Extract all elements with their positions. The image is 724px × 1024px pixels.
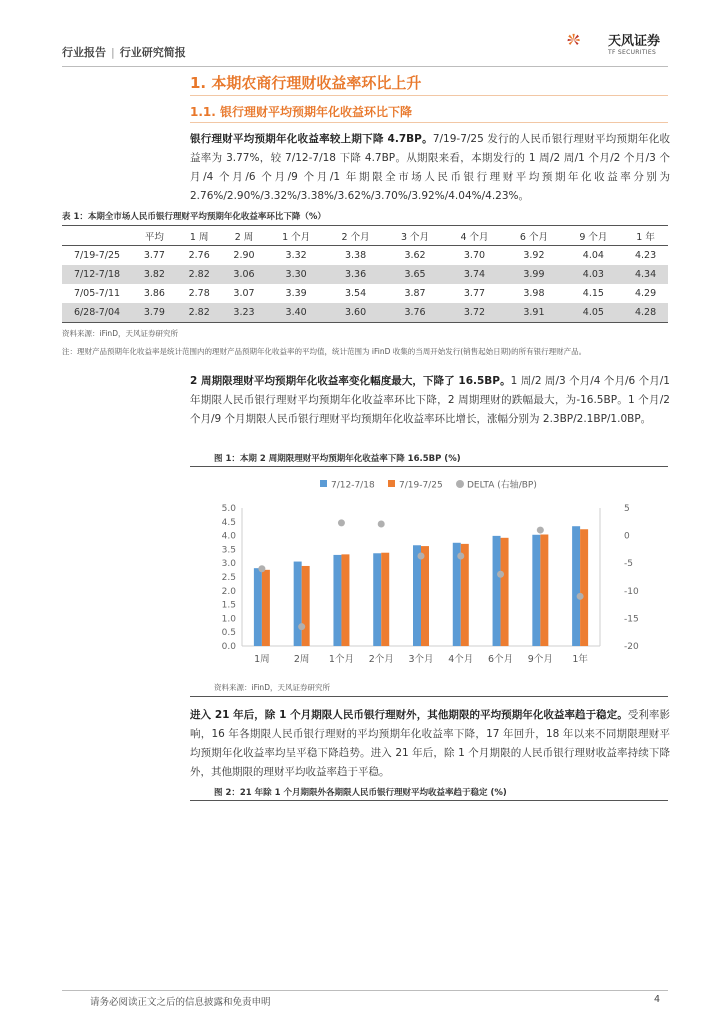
table-header-cell: 1 周	[177, 226, 222, 246]
paragraph-1-body: 7/19-7/25 发行的人民币银行理财平均预期年化收益率为 3.77%，较 7/12-7/18 下降 4.7BP。从期限来看，本期发行的 1 周/2 周/1 个月/2 个月/3 个月/4 个月/6 个月/9 个月/1 年期限全市场人民币银行理财平均预期年化收益率分别为 2.76%/2.90%/3.32%/3.38%/3.62%/3.70%/3.92%/4.04%/4.23%。	[190, 133, 670, 202]
table-cell: 4.15	[582, 288, 604, 299]
paragraph-3-body: 受利率影响，16 年各期限人民币银行理财的平均预期年化收益率下降，17 年回升，18 年以来不同期限理财平均预期年化收益率均呈平稳下降趋势。进入 21 年后，除 1 个月期限的人民币银行理财收益率持续下降外，其他期限的理财平均收益率趋于平稳。	[190, 709, 670, 778]
table-cell: 2.82	[177, 303, 222, 323]
report-subtype: 行业研究简报	[119, 46, 186, 59]
bar-7/12-7/18	[373, 553, 381, 646]
table-header-cell: 4 个月	[445, 226, 504, 246]
bar-7/19-7/25	[540, 534, 548, 646]
legend-label: 7/19-7/25	[399, 480, 443, 491]
y-tick-label-left: 2.5	[221, 573, 236, 583]
table-cell: 6/28-7/04	[62, 303, 132, 323]
x-tick-label: 3个月	[408, 654, 434, 665]
table-cell: 3.77	[143, 250, 165, 261]
table-cell: 4.23	[634, 250, 657, 261]
x-tick-label: 2周	[293, 654, 310, 665]
bar-7/12-7/18	[254, 568, 262, 646]
subsection-title: 1.1. 银行理财平均预期年化收益环比下降	[190, 105, 412, 119]
paragraph-2	[190, 372, 670, 429]
bar-7/12-7/18	[572, 526, 580, 646]
table-cell: 2.76	[188, 250, 210, 261]
figure-1-caption: 图 1：本期 2 周期限理财平均预期年化收益率下降 16.5BP (%)	[214, 454, 461, 464]
table-header-cell: 1 年	[623, 226, 668, 246]
paragraph-2-lead: 2 周期限理财平均预期年化收益率变化幅度最大，下降了 16.5BP。	[190, 375, 511, 387]
y-tick-label-left: 1.5	[221, 600, 236, 611]
y-tick-label-right: -5	[624, 559, 633, 570]
y-tick-label-right: 5	[624, 504, 630, 514]
table-cell: 3.99	[504, 265, 563, 284]
bar-7/19-7/25	[421, 546, 429, 646]
y-tick-label-left: 5.0	[221, 504, 236, 514]
table-cell: 3.40	[266, 303, 325, 323]
table-cell: 3.70	[463, 250, 486, 261]
table-cell: 3.38	[344, 250, 367, 261]
table-cell: 3.77	[463, 288, 486, 299]
delta-point	[338, 519, 345, 526]
table-row	[62, 284, 668, 303]
table-cell: 3.82	[132, 265, 177, 284]
x-tick-label: 6个月	[488, 654, 514, 665]
table-cell: 3.60	[326, 303, 385, 323]
table-header-row	[62, 226, 668, 246]
table-cell: 2.90	[233, 250, 255, 261]
x-tick-label: 1周	[254, 654, 270, 665]
figure-1-bottom-rule	[190, 696, 668, 697]
page-number: 4	[654, 994, 661, 1005]
table-cell: 3.54	[344, 288, 367, 299]
y-tick-label-right: -20	[624, 642, 639, 652]
table-row	[62, 246, 668, 266]
y-tick-label-right: -10	[624, 586, 639, 597]
table-header-cell: 平均	[132, 226, 177, 246]
section-title-rule	[190, 95, 668, 96]
table-cell: 3.74	[445, 265, 504, 284]
x-tick-label: 1年	[572, 654, 588, 665]
y-tick-label-left: 2.0	[221, 586, 236, 597]
y-tick-label-left: 0.0	[221, 642, 236, 652]
x-tick-label: 1个月	[328, 654, 354, 665]
table-cell: 3.79	[132, 303, 177, 323]
table-cell: 3.07	[233, 288, 255, 299]
delta-point	[457, 553, 464, 560]
table-cell: 3.32	[285, 250, 307, 261]
table-cell: 7/19-7/25	[73, 250, 121, 261]
delta-point	[418, 553, 425, 560]
paragraph-3-lead: 进入 21 年后，除 1 个月期限人民币银行理财外，其他期限的平均预期年化收益率趋于稳定。	[190, 709, 628, 721]
paragraph-1-lead: 银行理财平均预期年化收益率较上期下降 4.7BP。	[190, 133, 433, 145]
table-cell: 3.91	[504, 303, 563, 323]
tf-logo-icon	[566, 20, 608, 60]
table-cell: 2.78	[188, 288, 210, 299]
x-tick-label: 2个月	[368, 654, 394, 665]
legend-marker	[456, 480, 464, 488]
table-cell: 3.62	[404, 250, 426, 261]
table-cell: 4.05	[564, 303, 623, 323]
legend-marker	[388, 480, 395, 487]
bar-7/19-7/25	[580, 529, 588, 646]
table-header-cell: 6 个月	[504, 226, 563, 246]
delta-point	[378, 521, 385, 528]
section-title: 1. 本期农商行理财收益率环比上升	[190, 74, 422, 92]
x-tick-label: 4个月	[448, 654, 474, 665]
y-tick-label-left: 1.0	[221, 614, 236, 625]
table-cell: 3.65	[385, 265, 444, 284]
x-tick-label: 9个月	[527, 654, 553, 665]
table-cell: 3.86	[143, 288, 165, 299]
legend-label: DELTA (右轴/BP)	[467, 480, 537, 491]
delta-point	[537, 527, 544, 534]
legend-marker	[320, 480, 327, 487]
table-cell: 3.39	[285, 288, 307, 299]
table-cell: 3.92	[523, 250, 545, 261]
table-cell: 3.72	[445, 303, 504, 323]
yield-table	[62, 225, 668, 323]
bar-7/12-7/18	[532, 535, 540, 646]
table-cell: 3.36	[326, 265, 385, 284]
paragraph-2-body: 1 周/2 周/3 个月/4 个月/6 个月/1 年期限人民币银行理财平均预期年化收益率环比下降，2 周期理财的跌幅最大，为-16.5BP。1 个月/2 个月/9 个月期限人民币银行理财平均预期年化收益率环比增长，涨幅分别为 2.3BP/2.1BP/1.0BP。	[190, 375, 670, 425]
table-cell: 4.34	[623, 265, 668, 284]
bar-7/19-7/25	[302, 566, 310, 646]
report-type: 行业报告	[62, 46, 106, 59]
y-tick-label-left: 4.5	[221, 517, 236, 528]
figure-2-caption: 图 2：21 年除 1 个月期限外各期限人民币银行理财平均收益率趋于稳定 (%)	[214, 788, 507, 798]
table-header-cell: 9 个月	[564, 226, 623, 246]
y-tick-label-left: 3.0	[221, 559, 236, 570]
table-cell: 4.29	[634, 288, 657, 299]
table-cell: 3.98	[523, 288, 545, 299]
subsection-title-rule	[190, 122, 668, 123]
table-cell: 4.03	[564, 265, 623, 284]
footer-disclaimer: 请务必阅读正文之后的信息披露和免责申明	[90, 997, 271, 1008]
table-cell: 4.04	[582, 250, 604, 261]
table-cell: 3.76	[385, 303, 444, 323]
table-header-cell	[62, 226, 132, 246]
table-row	[62, 303, 668, 323]
table-header-cell: 2 个月	[326, 226, 385, 246]
delta-point	[577, 593, 584, 600]
paragraph-3	[190, 706, 670, 782]
table-note: 注：理财产品预期年化收益率是统计范围内的理财产品预期年化收益率的平均值，统计范围为 iFinD 收集的当周开始发行(销售起始日期)的所有银行理财产品。	[62, 347, 587, 356]
table-cell: 2.82	[177, 265, 222, 284]
header-divider	[62, 66, 668, 67]
table-cell: 3.23	[222, 303, 267, 323]
bar-7/19-7/25	[262, 570, 270, 646]
table-row	[62, 265, 668, 284]
table-cell: 7/05-7/11	[73, 288, 121, 299]
figure-2-top-rule	[190, 800, 668, 801]
table-cell: 4.28	[623, 303, 668, 323]
delta-point	[497, 571, 504, 578]
figure-1-top-rule	[190, 466, 668, 467]
logo-name-en: TF SECURITIES	[608, 49, 657, 56]
bar-7/19-7/25	[501, 538, 509, 646]
y-tick-label-left: 3.5	[221, 545, 236, 556]
table-header-cell: 3 个月	[385, 226, 444, 246]
delta-point	[298, 623, 305, 630]
figure-1-source: 资料来源：iFinD，天风证券研究所	[214, 683, 330, 692]
y-tick-label-right: -15	[624, 614, 639, 625]
y-tick-label-right: 0	[624, 531, 630, 542]
footer-divider	[62, 990, 668, 991]
table-caption: 表 1：本期全市场人民币银行理财平均预期年化收益率环比下降（%）	[62, 212, 326, 222]
yield-bar-chart	[200, 470, 640, 678]
table-cell: 7/12-7/18	[62, 265, 132, 284]
table-source: 资料来源：iFinD，天风证券研究所	[62, 329, 178, 338]
table-header-cell: 1 个月	[266, 226, 325, 246]
table-cell: 3.30	[266, 265, 325, 284]
bar-7/19-7/25	[381, 553, 389, 646]
bar-7/12-7/18	[294, 562, 302, 646]
table-cell: 3.06	[222, 265, 267, 284]
y-tick-label-left: 0.5	[221, 628, 236, 639]
table-header-cell: 2 周	[222, 226, 267, 246]
logo-name-cn: 天风证券	[608, 34, 661, 49]
bar-7/12-7/18	[333, 555, 341, 646]
bar-7/12-7/18	[493, 536, 501, 646]
y-tick-label-left: 4.0	[221, 531, 236, 542]
page-header: 行业报告 | 行业研究简报	[62, 46, 186, 59]
bar-7/12-7/18	[413, 545, 421, 646]
table-cell: 3.87	[404, 288, 426, 299]
paragraph-1	[190, 130, 670, 206]
bar-7/19-7/25	[341, 554, 349, 646]
delta-point	[258, 565, 265, 572]
legend-label: 7/12-7/18	[331, 480, 375, 491]
